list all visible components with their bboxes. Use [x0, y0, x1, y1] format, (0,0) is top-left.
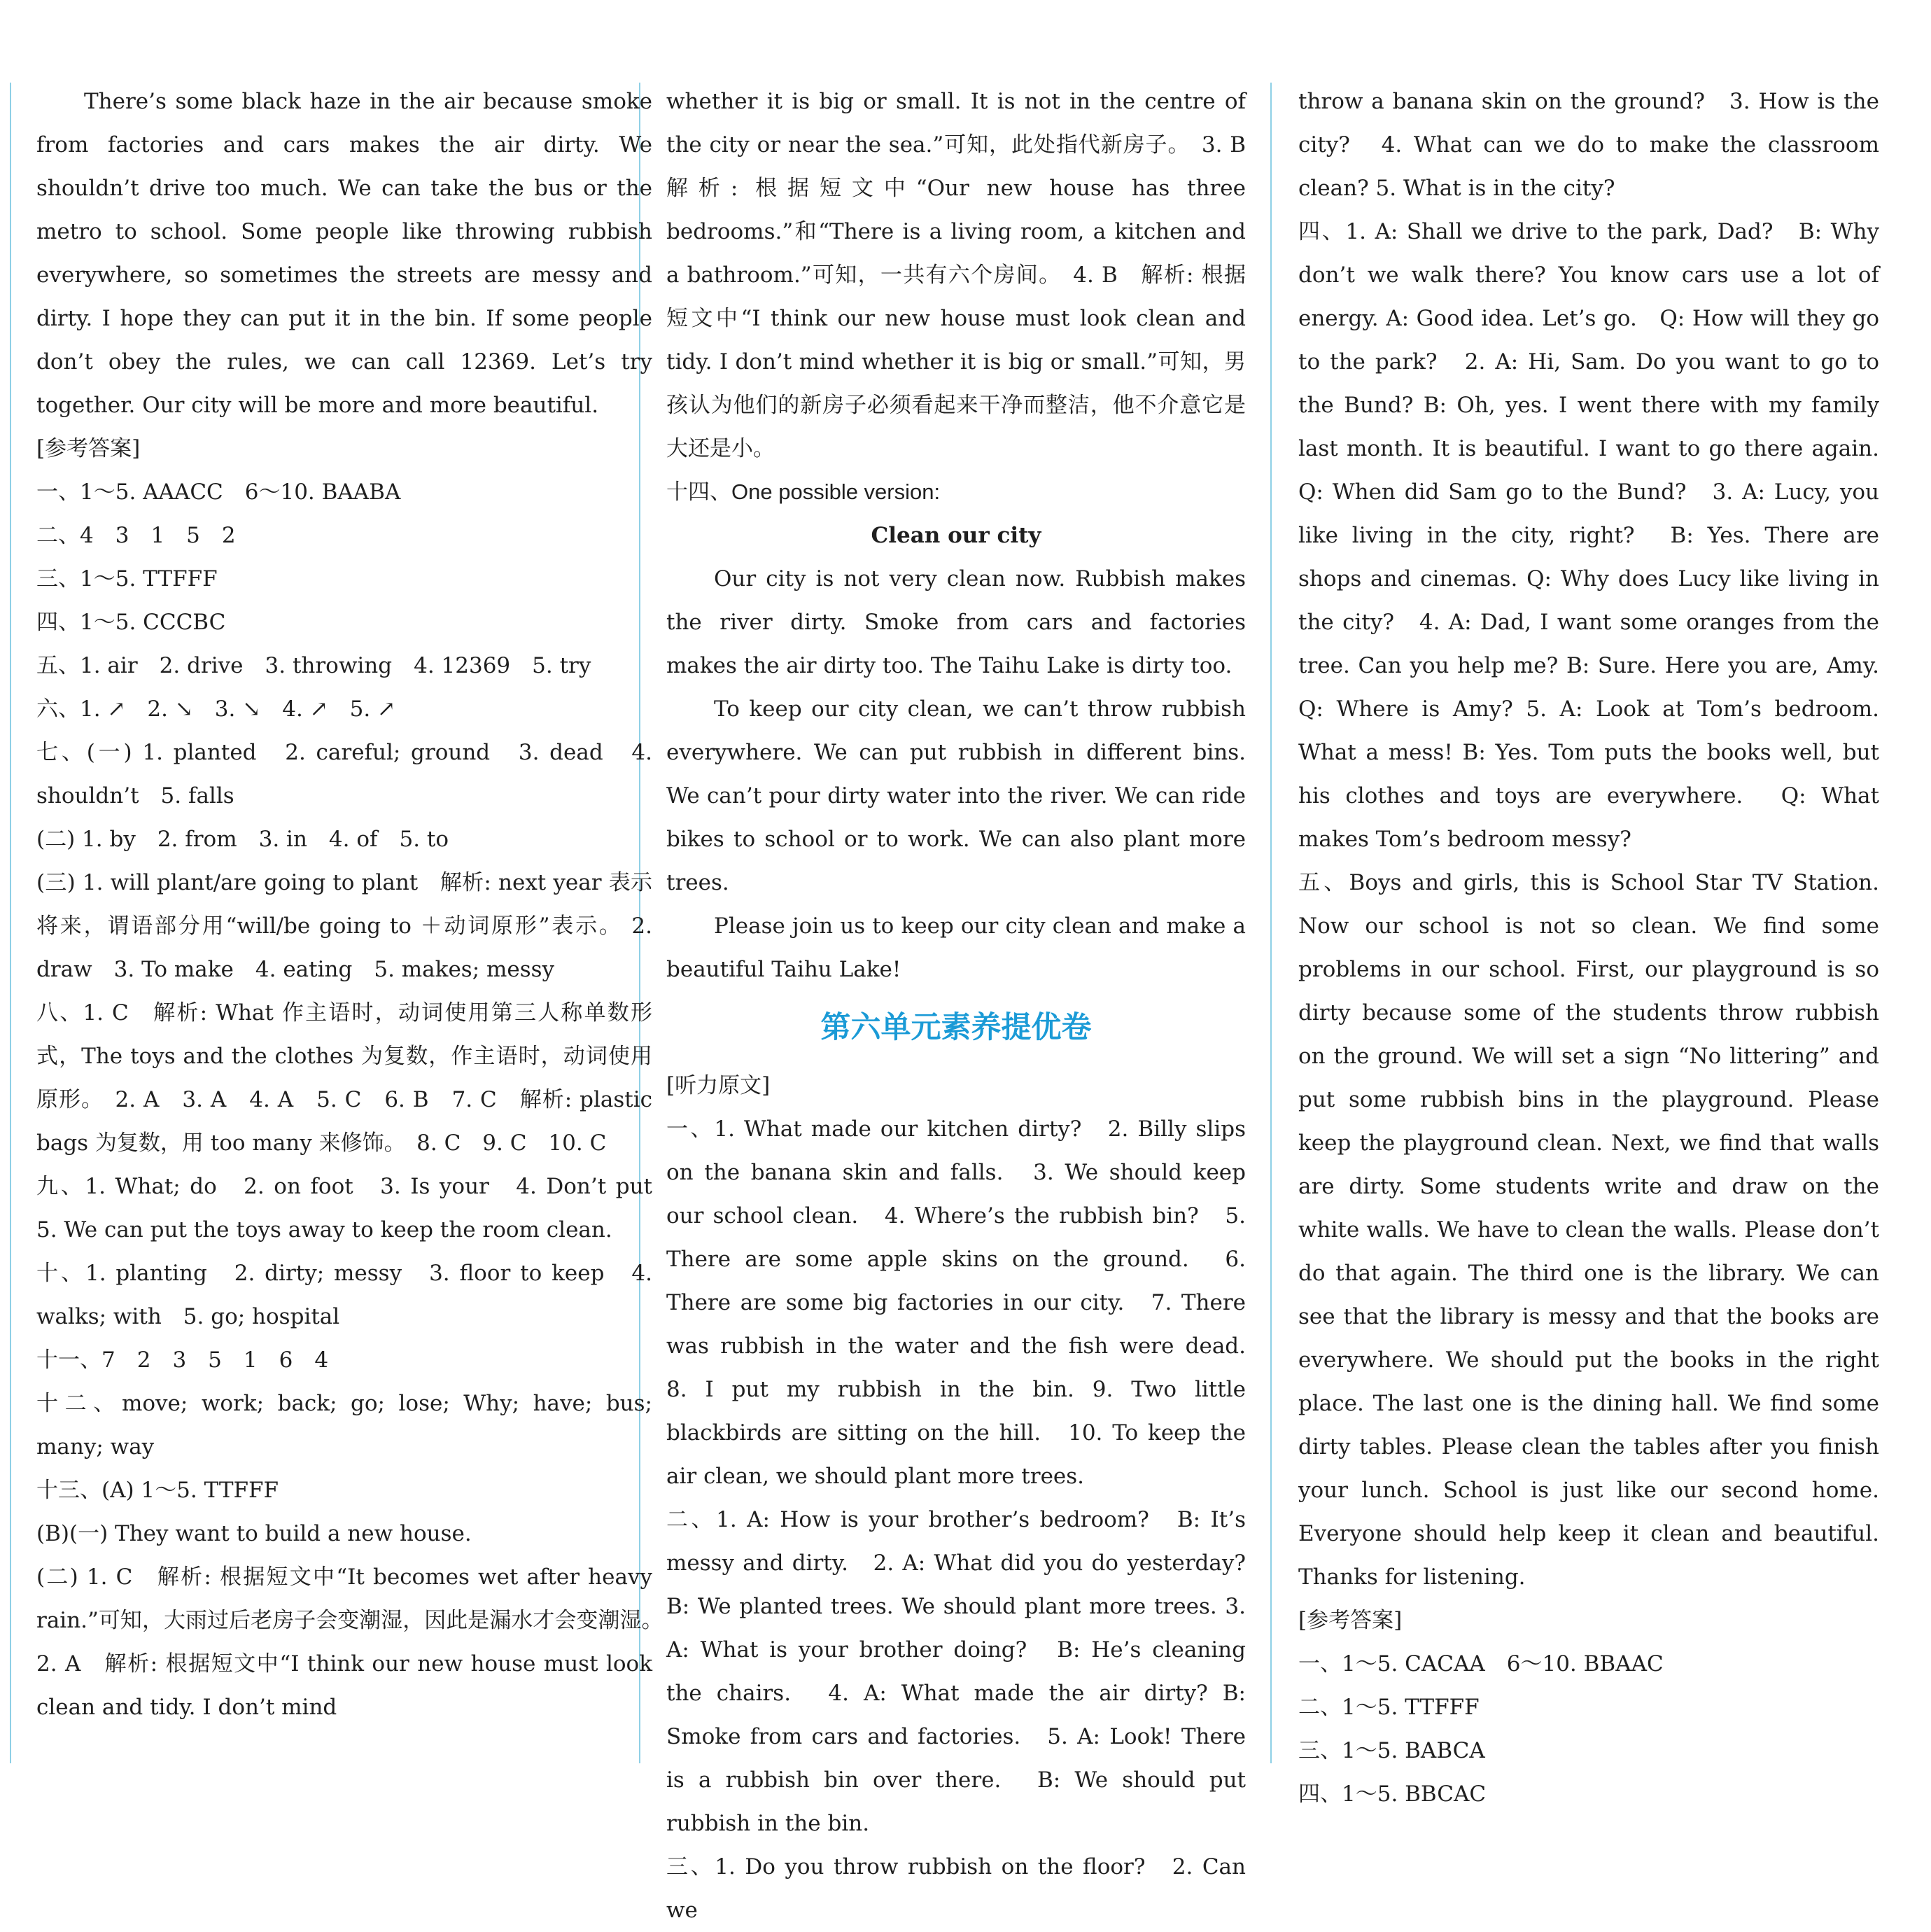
- paragraph: 九、1. What; do 2. on foot 3. Is your 4. Don’t put 5. We can put the toys away to keep the room clean.: [36, 1174, 674, 1242]
- paragraph: 八、1. C 解析: What 作主语时，动词使用第三人称单数形式，The toys and the clothes 为复数，作主语时，动词使用原形。 2. A 3. A 4. A 5. C 6. B 7. C 解析: plastic bags 为复数，用 too many 来修饰。 8. C 9. C 10. C: [36, 1000, 652, 1156]
- paragraph: 五、1. air 2. drive 3. throwing 4. 12369 5. try: [36, 653, 591, 678]
- paragraph: [参考答案]: [1298, 1608, 1403, 1633]
- paragraph: To keep our city clean, we can’t throw rubbish everywhere. We can put rubbish in different bins. We can’t pour dirty water into the river. We can ride bikes to school or to work. We can also plant more trees.: [666, 696, 1246, 895]
- paragraph: Our city is not very clean now. Rubbish makes the river dirty. Smoke from cars and factories makes the air dirty too. The Taihu Lake is dirty too.: [666, 566, 1246, 678]
- column-middle: [666, 80, 1268, 1932]
- column-divider: [10, 83, 11, 1763]
- paragraph: 五、Boys and girls, this is School Star TV Station. Now our school is not so clean. We find some problems in our school. First, our playground is so dirty because some of the students throw rubbish on the ground. We will set a sign “No littering” and put some rubbish bins in the playground. Please keep the playground clean. Next, we find that walls are dirty. Some students write and draw on the white walls. We have to clean the walls. Please don’t do that again. The third one is the library. We can see that the library is messy and that the books are everywhere. We should put the books in the right place. The last one is the dining hall. We find some dirty tables. Please clean the tables after you finish your lunch. School is just like our second home. Everyone should help keep it clean and beautiful. Thanks for listening.: [1298, 870, 1879, 1590]
- paragraph: (三) 1. will plant/are going to plant 解析: next year 表示将来，谓语部分用“will/be going to ＋动词原形”表示。 2. draw 3. To make 4. eating 5. makes; messy: [36, 870, 652, 982]
- paragraph: Please join us to keep our city clean and make a beautiful Taihu Lake!: [666, 913, 1246, 982]
- paragraph: There’s some black haze in the air because smoke from factories and cars makes the air dirty. We shouldn’t drive too much. We can take the bus or the metro to school. Some people like throwing rubbish everywhere, so sometimes the streets are messy and dirty. I hope they can put it in the bin. If some people don’t obey the rules, we can call 12369. Let’s try together. Our city will be more and more beautiful.: [36, 89, 652, 418]
- paragraph: 二、1～5. TTFFF: [1298, 1695, 1480, 1720]
- paragraph: 一、1～5. CACAA 6～10. BBAAC: [1298, 1651, 1664, 1676]
- paragraph: 三、1. Do you throw rubbish on the floor? 2. Can we: [666, 1854, 1246, 1923]
- paragraph: [参考答案]: [36, 436, 141, 461]
- paragraph: (B)(一) They want to build a new house.: [36, 1521, 472, 1546]
- paragraph: 二、4 3 1 5 2: [36, 523, 236, 548]
- paragraph: 十三、(A) 1～5. TTFFF: [36, 1478, 279, 1503]
- column-left: [36, 80, 674, 1729]
- paragraph: 十二、move; work; back; go; lose; Why; have; bus; many; way: [36, 1391, 652, 1460]
- paragraph: 四、1～5. CCCBC: [36, 610, 226, 635]
- paragraph: 四、1～5. BBCAC: [1298, 1782, 1487, 1807]
- paragraph: [听力原文]: [666, 1073, 771, 1098]
- paragraph: throw a banana skin on the ground? 3. How is the city? 4. What can we do to make the classroom clean? 5. What is in the city?: [1298, 89, 1879, 201]
- paragraph: (二) 1. C 解析: 根据短文中“It becomes wet after heavy rain.”可知，大雨过后老房子会变潮湿，因此是漏水才会变潮湿。 2. A 解析: 根据短文中“I think our new house must look clean and tidy. I don’t mind: [36, 1564, 674, 1720]
- column-divider: [1270, 83, 1272, 1763]
- paragraph: 一、1～5. AAACC 6～10. BAABA: [36, 479, 401, 505]
- paragraph: (二) 1. by 2. from 3. in 4. of 5. to: [36, 827, 449, 852]
- paragraph: 一、1. What made our kitchen dirty? 2. Billy slips on the banana skin and falls. 3. We should keep our school clean. 4. Where’s the rubbish bin? 5. There are some apple skins on the ground. 6. There are some big factories in our city. 7. There was rubbish in the water and the fish were dead. 8. I put my rubbish in the bin. 9. Two little blackbirds are sitting on the hill. 10. To keep the air clean, we should plant more trees.: [666, 1116, 1268, 1489]
- paragraph: Clean our city: [871, 523, 1041, 548]
- paragraph: 三、1～5. TTFFF: [36, 566, 218, 592]
- paragraph: 十四、One possible version:: [666, 479, 941, 504]
- paragraph: 十一、7 2 3 5 1 6 4: [36, 1348, 329, 1373]
- paragraph: 二、1. A: How is your brother’s bedroom? B: It’s messy and dirty. 2. A: What did you do yesterday? B: We planted trees. We should plant more trees. 3. A: What is your brother doing? B: He’s cleaning the chairs. 4. A: What made the air dirty? B: Smoke from cars and factories. 5. A: Look! There is a rubbish bin over there. B: We should put rubbish in the bin.: [666, 1507, 1246, 1836]
- paragraph: whether it is big or small. It is not in the centre of the city or near the sea.”可知，此处指代新房子。 3. B 解析: 根据短文中“Our new house has three bedrooms.”和“There is a living room, a kitchen and a bathroom.”可知，一共有六个房间。 4. B 解析: 根据短文中“I think our new house must look clean and tidy. I don’t mind whether it is big or small.”可知，男孩认为他们的新房子必须看起来干净而整洁，他不介意它是大还是小。: [666, 89, 1246, 461]
- paragraph: 十、1. planting 2. dirty; messy 3. floor to keep 4. walks; with 5. go; hospital: [36, 1261, 652, 1329]
- column-right: [1298, 80, 1901, 1816]
- paragraph: 四、1. A: Shall we drive to the park, Dad? B: Why don’t we walk there? You know cars use a lot of energy. A: Good idea. Let’s go. Q: How will they go to the park? 2. A: Hi, Sam. Do you want to go to the Bund? B: Oh, yes. I went there with my family last month. It is beautiful. I want to go there again. Q: When did Sam go to the Bund? 3. A: Lucy, you like living in the city, right? B: Yes. There are shops and cinemas. Q: Why does Lucy like living in the city? 4. A: Dad, I want some oranges from the tree. Can you help me? B: Sure. Here you are, Amy. Q: Where is Amy? 5. A: Look at Tom’s bedroom. What a mess! B: Yes. Tom puts the books well, but his clothes and toys are everywhere. Q: What makes Tom’s bedroom messy?: [1298, 219, 1901, 852]
- paragraph: 七、(一) 1. planted 2. careful; ground 3. dead 4. shouldn’t 5. falls: [36, 740, 652, 808]
- section-title: 第六单元素养提优卷: [820, 1010, 1092, 1045]
- paragraph: 三、1～5. BABCA: [1298, 1738, 1485, 1763]
- paragraph: 六、1. ↗ 2. ↘ 3. ↘ 4. ↗ 5. ↗: [36, 696, 396, 722]
